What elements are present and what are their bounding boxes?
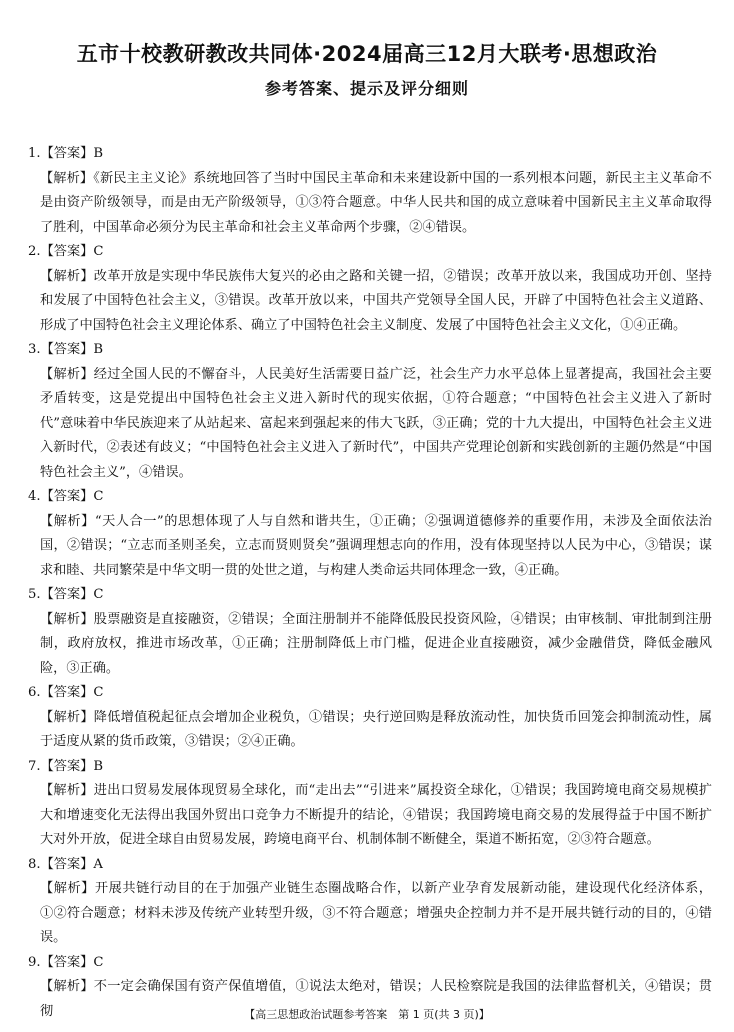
question-block-4 [28, 485, 712, 583]
page-footer: 【高三思想政治试题参考答案 第 1 页(共 3 页)】 [244, 1008, 490, 1021]
analysis-text: 【解析】不一定会确保国有资产保值增值，①说法太绝对，错误；人民检察院是我国的法律监督机关，④错误；贯彻 [40, 979, 712, 1019]
question-block-3 [28, 338, 712, 485]
page-title: 五市十校教研教改共同体·2024届高三12月大联考·思想政治 [76, 42, 658, 66]
answer-line: 4.【答案】C [28, 489, 104, 504]
analysis-text: 【解析】降低增值税起征点会增加企业税负，①错误；央行逆回购是释放流动性，加快货币回笼会抑制流动性，属于适度从紧的货币政策，③错误；②④正确。 [40, 709, 712, 749]
analysis-text: 【解析】股票融资是直接融资，②错误；全面注册制并不能降低股民投资风险，④错误；由审核制、审批制到注册制，政府放权，推进市场改革，①正确；注册制降低上市门槛，促进企业直接融资，减少金融借贷，降低金融风险，③正确。 [40, 611, 712, 676]
analysis-text: 【解析】进出口贸易发展体现贸易全球化，而“走出去”“引进来”属投资全球化，①错误；我国跨境电商交易规模扩大和增速变化无法得出我国外贸出口竞争力不断提升的结论，④错误；我国跨境电商交易的发展得益于中国不断扩大对外开放，促进全球自由贸易发展，跨境电商平台、机制体制不断健全，渠道不断拓宽，②③符合题意。 [40, 783, 712, 847]
analysis-text: 【解析】“天人合一”的思想体现了人与自然和谐共生，①正确；②强调道德修养的重要作用，未涉及全面依法治国，②错误；“立志而圣则圣矣，立志而贤则贤矣”强调理想志向的作用，没有体现坚持以人民为中心，③错误；谋求和睦、共同繁荣是中华文明一贯的处世之道，与构建人类命运共同体理念一致，④正确。 [40, 513, 712, 578]
question-block-7 [28, 755, 712, 853]
question-block-6 [28, 681, 712, 755]
analysis-text: 【解析】《新民主主义论》系统地回答了当时中国民主革命和未来建设新中国的一系列根本问题，新民主主义革命不是由资产阶级领导，而是由无产阶级领导，①③符合题意。中华人民共和国的成立意味着中国新民主主义革命取得了胜利，中国革命必须分为民主革命和社会主义革命两个步骤，②④错误。 [40, 170, 712, 235]
question-block-2 [28, 240, 712, 338]
answer-line: 1.【答案】B [28, 146, 104, 161]
answer-line: 3.【答案】B [28, 342, 104, 357]
question-block-5 [28, 583, 712, 681]
answer-line: 9.【答案】C [28, 954, 104, 970]
answer-list [28, 142, 712, 1024]
analysis-text: 【解析】开展共链行动目的在于加强产业链生态圈战略合作，以新产业孕育发展新动能，建设现代化经济体系，①②符合题意；材料未涉及传统产业转型升级，③不符合题意；增强央企控制力并不是开展共链行动的目的，④错误。 [40, 881, 712, 945]
answer-line: 2.【答案】C [28, 244, 104, 259]
answer-line: 5.【答案】C [28, 587, 104, 602]
analysis-text: 【解析】改革开放是实现中华民族伟大复兴的必由之路和关键一招，②错误；改革开放以来，我国成功开创、坚持和发展了中国特色社会主义，③错误。改革开放以来，中国共产党领导全国人民，开辟了中国特色社会主义道路、形成了中国特色社会主义理论体系、确立了中国特色社会主义制度、发展了中国特色社会主义文化，①④正确。 [40, 268, 712, 333]
question-block-8 [28, 853, 712, 951]
page-subtitle: 参考答案、提示及评分细则 [264, 79, 469, 98]
question-block-1 [28, 142, 712, 240]
answer-line: 7.【答案】B [28, 758, 104, 774]
answer-line: 8.【答案】A [28, 856, 103, 872]
analysis-text: 【解析】经过全国人民的不懈奋斗，人民美好生活需要日益广泛，社会生产力水平总体上显著提高，我国社会主要矛盾转变，这是党提出中国特色社会主义进入新时代的现实依据，①符合题意；“中国特色社会主义进入了新时代”意味着中华民族迎来了从站起来、富起来到强起来的伟大飞跃，③正确；党的十九大提出，中国特色社会主义进入新时代，②表述有歧义；“中国特色社会主义进入了新时代”，中国共产党理论创新和实践创新的主题仍然是“中国特色社会主义”，④错误。 [40, 366, 712, 480]
answer-line: 6.【答案】C [28, 685, 104, 700]
